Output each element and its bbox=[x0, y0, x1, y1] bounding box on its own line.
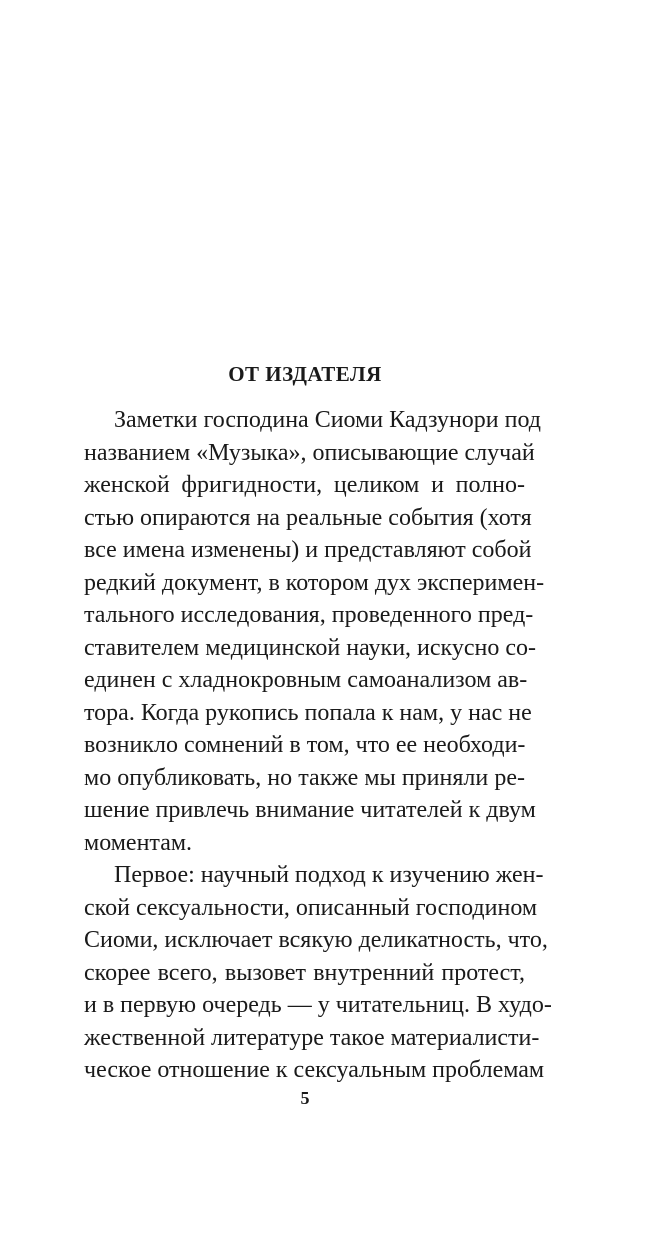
text-line: все имена изменены) и представляют собой bbox=[84, 537, 532, 563]
text-line: моментам. bbox=[84, 829, 193, 856]
text-line: Сиоми, исключает всякую деликатность, что, bbox=[84, 927, 548, 953]
text-line: шение привлечь внимание читателей к двум bbox=[84, 797, 536, 823]
text-line: ской сексуальности, описанный господином bbox=[84, 894, 538, 921]
section-heading: ОТ ИЗДАТЕЛЯ bbox=[228, 362, 382, 386]
text-line: тора. Когда рукопись попала к нам, у нас не bbox=[84, 699, 532, 726]
text-line: жественной литературе такое материалисти- bbox=[84, 1024, 540, 1051]
text-line: женской фригидности, целиком и полно- bbox=[84, 472, 525, 498]
body-text bbox=[84, 404, 552, 1087]
text-line: тального исследования, проведенного пред- bbox=[84, 602, 534, 628]
text-line: единен с хладнокровным самоанализом ав- bbox=[84, 667, 528, 693]
text-line: и в первую очередь — у читательниц. В худо- bbox=[84, 992, 552, 1018]
page-number: 5 bbox=[300, 1088, 310, 1108]
text-line: Заметки господина Сиоми Кадзунори под bbox=[114, 407, 542, 433]
text-line: ческое отношение к сексуальным проблемам bbox=[84, 1057, 545, 1083]
text-line: ставителем медицинской науки, искусно со- bbox=[84, 634, 537, 661]
text-line: стью опираются на реальные события (хотя bbox=[84, 504, 532, 531]
text-line: возникло сомнений в том, что ее необходи- bbox=[84, 732, 526, 758]
text-line: Первое: научный подход к изучению жен- bbox=[114, 862, 544, 888]
text-line: мо опубликовать, но также мы приняли ре- bbox=[84, 764, 525, 791]
text-line: скорее всего, вызовет внутренний протест, bbox=[84, 959, 525, 986]
text-line: названием «Музыка», описывающие случай bbox=[84, 439, 535, 466]
text-line: редкий документ, в котором дух эксперимен- bbox=[84, 569, 545, 596]
